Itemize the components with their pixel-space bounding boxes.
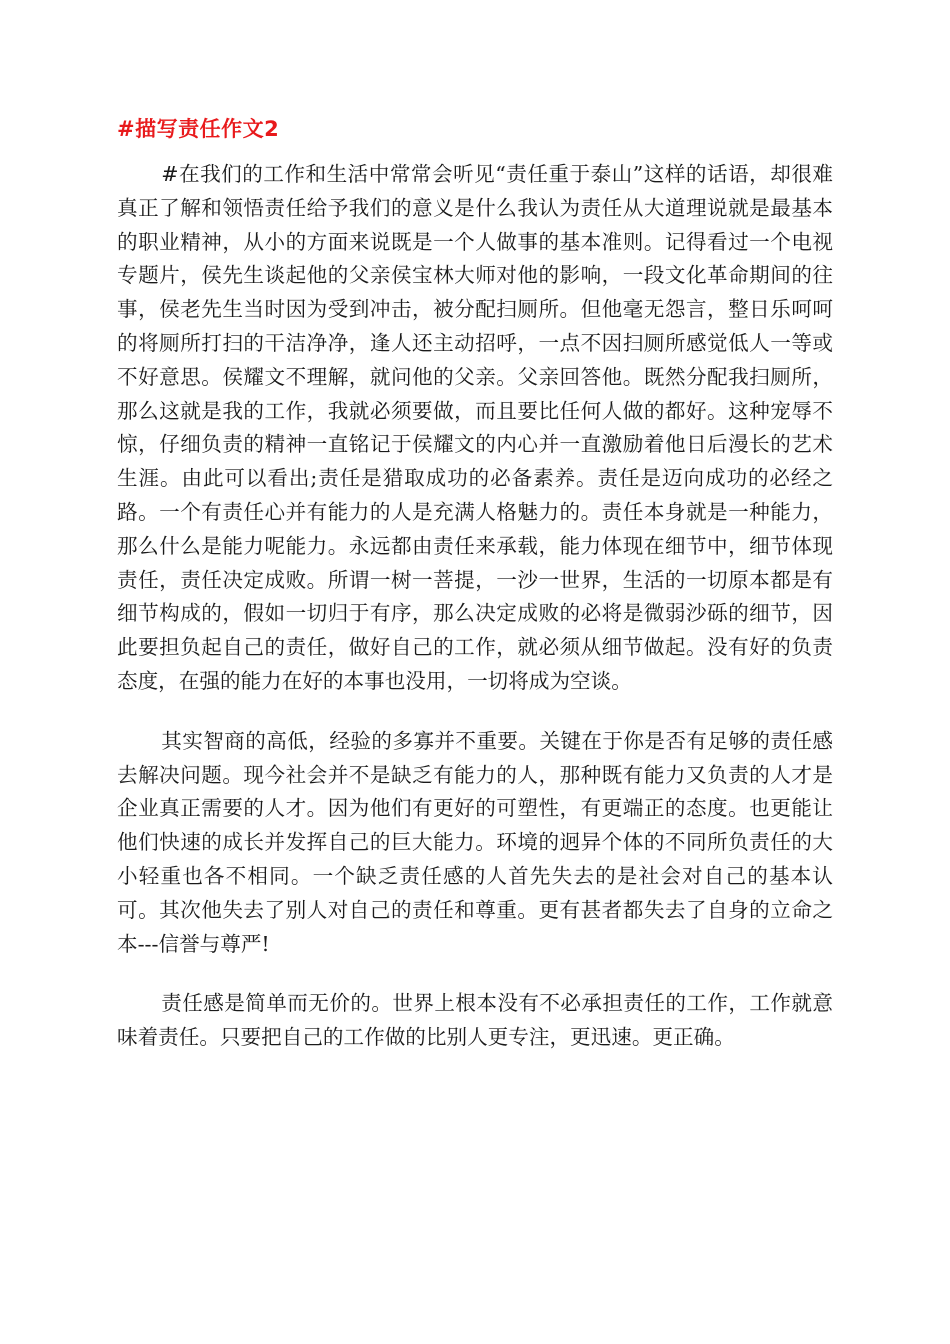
document-heading: #描写责任作文2 bbox=[117, 117, 280, 141]
document-body bbox=[117, 114, 833, 1081]
paragraph-3: 责任感是简单而无价的。世界上根本没有不必承担责任的工作，工作就意味着责任。只要把自己的工作做的比别人更专注，更迅速。更正确。 bbox=[117, 991, 833, 1050]
paragraph-2: 其实智商的高低，经验的多寡并不重要。关键在于你是否有足够的责任感去解决问题。现今社会并不是缺乏有能力的人，那种既有能力又负责的人才是企业真正需要的人才。因为他们有更好的可塑性，有更端正的态度。也更能让他们快速的成长并发挥自己的巨大能力。环境的迥异个体的不同所负责任的大小轻重也各不相同。一个缺乏责任感的人首先失去的是社会对自己的基本认可。其次他失去了别人对自己的责任和尊重。更有甚者都失去了自身的立命之本---信誉与尊严! bbox=[117, 728, 833, 956]
paragraph-1: #在我们的工作和生活中常常会听见“责任重于泰山”这样的话语，却很难真正了解和领悟责任给予我们的意义是什么我认为责任从大道理说就是最基本的职业精神，从小的方面来说既是一个人做事的基本准则。记得看过一个电视专题片，侯先生谈起他的父亲侯宝林大师对他的影响，一段文化革命期间的往事，侯老先生当时因为受到冲击，被分配扫厕所。但他毫无怨言，整日乐呵呵的将厕所打扫的干洁净净，逢人还主动招呼，一点不因扫厕所感觉低人一等或不好意思。侯耀文不理解，就问他的父亲。父亲回答他。既然分配我扫厕所，那么这就是我的工作，我就必须要做，而且要比任何人做的都好。这种宠辱不惊，仔细负责的精神一直铭记于侯耀文的内心并一直激励着他日后漫长的艺术生涯。由此可以看出;责任是猎取成功的必备素养。责任是迈向成功的必经之路。一个有责任心并有能力的人是充满人格魅力的。责任本身就是一种能力，那么什么是能力呢能力。永远都由责任来承载，能力体现在细节中，细节体现责任，责任决定成败。所谓一树一菩提，一沙一世界，生活的一切原本都是有细节构成的，假如一切归于有序，那么决定成败的必将是微弱沙砾的细节，因此要担负起自己的责任，做好自己的工作，就必须从细节做起。没有好的负责态度，在强的能力在好的本事也没用，一切将成为空谈。 bbox=[117, 162, 833, 693]
